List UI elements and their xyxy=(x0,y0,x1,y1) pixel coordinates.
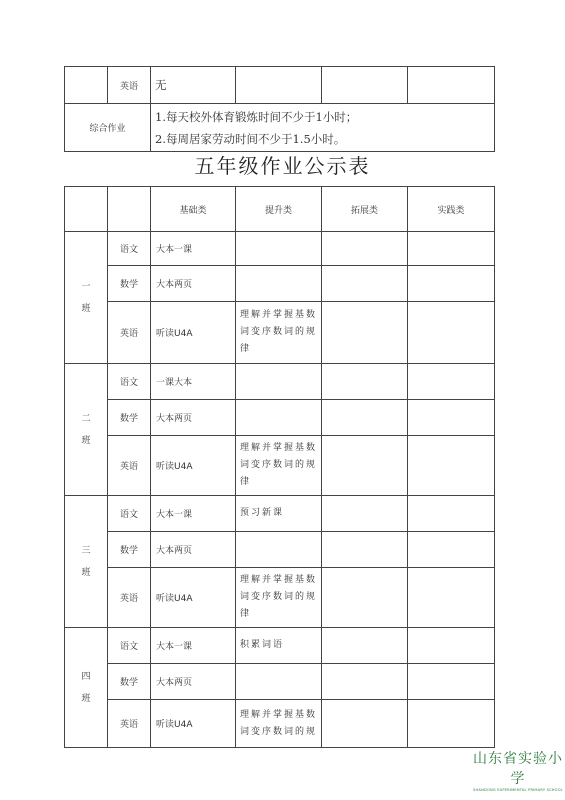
class-name: 三 班 xyxy=(81,545,91,578)
advanced-homework-cell: 理解并掌握基数词变序数词的规律 xyxy=(236,568,322,628)
practice-homework-cell xyxy=(408,532,495,568)
subject-cell: 语文 xyxy=(108,628,151,664)
table-row xyxy=(65,700,495,748)
advanced-homework-cell xyxy=(236,400,322,436)
table-row xyxy=(65,302,495,364)
extended-homework-cell xyxy=(322,700,408,748)
class-name: 四 班 xyxy=(81,671,91,704)
table-row xyxy=(65,568,495,628)
subject-cell: 数学 xyxy=(108,400,151,436)
subject-cell: 语文 xyxy=(108,232,151,266)
empty-cell xyxy=(65,67,108,104)
school-logo-english: SHANDONG EXPERIMENTAL PRIMARY SCHOOL xyxy=(473,788,563,792)
subject-cell: 英语 xyxy=(108,436,151,496)
practice-homework-cell xyxy=(408,436,495,496)
basic-homework-cell: 听读U4A xyxy=(151,436,236,496)
school-logo-name: 山东省实验小学 xyxy=(473,751,563,787)
table-body xyxy=(65,187,495,748)
advanced-homework-cell: 预习新课 xyxy=(236,496,322,532)
column-header: 拓展类 xyxy=(322,187,408,232)
subject-cell: 英语 xyxy=(108,302,151,364)
extended-homework-cell xyxy=(322,628,408,664)
empty-cell xyxy=(408,67,495,104)
advanced-homework-cell xyxy=(236,364,322,400)
subject-cell: 语文 xyxy=(108,364,151,400)
practice-homework-cell xyxy=(408,302,495,364)
general-homework-label: 综合作业 xyxy=(65,104,151,152)
basic-homework-cell: 大本两页 xyxy=(151,266,236,302)
class-name-cell xyxy=(65,232,108,364)
empty-header-cell xyxy=(108,187,151,232)
english-homework-value: 无 xyxy=(151,67,236,104)
basic-homework-cell: 大本两页 xyxy=(151,532,236,568)
advanced-homework-cell: 理解并掌握基数词变序数词的规律 xyxy=(236,302,322,364)
extended-homework-cell xyxy=(322,496,408,532)
basic-homework-cell: 大本两页 xyxy=(151,400,236,436)
class-name-cell xyxy=(65,364,108,496)
page-title: 五年级作业公示表 xyxy=(194,154,371,178)
practice-homework-cell xyxy=(408,266,495,302)
subject-cell: 英语 xyxy=(108,568,151,628)
extended-homework-cell xyxy=(322,364,408,400)
extended-homework-cell xyxy=(322,532,408,568)
table-row xyxy=(65,436,495,496)
empty-cell xyxy=(322,67,408,104)
subject-cell: 数学 xyxy=(108,664,151,700)
general-homework-content xyxy=(151,104,495,152)
subject-cell: 数学 xyxy=(108,266,151,302)
basic-homework-cell: 大本一课 xyxy=(151,232,236,266)
extended-homework-cell xyxy=(322,302,408,364)
basic-homework-cell: 大本两页 xyxy=(151,664,236,700)
basic-homework-cell: 听读U4A xyxy=(151,302,236,364)
practice-homework-cell xyxy=(408,400,495,436)
table-row xyxy=(65,400,495,436)
table-row xyxy=(65,232,495,266)
top-homework-table xyxy=(64,66,495,152)
basic-homework-cell: 一课大本 xyxy=(151,364,236,400)
practice-homework-cell xyxy=(408,628,495,664)
extended-homework-cell xyxy=(322,436,408,496)
practice-homework-cell xyxy=(408,364,495,400)
practice-homework-cell xyxy=(408,664,495,700)
general-homework-line: 1.每天校外体育锻炼时间不少于1小时； xyxy=(155,109,358,124)
grade5-homework-table xyxy=(64,186,495,748)
school-logo xyxy=(472,748,564,792)
class-name-cell xyxy=(65,496,108,628)
practice-homework-cell xyxy=(408,568,495,628)
basic-homework-cell: 大本一课 xyxy=(151,628,236,664)
empty-cell xyxy=(236,67,322,104)
subject-label: 英语 xyxy=(108,67,151,104)
advanced-homework-cell: 积累词语 xyxy=(236,628,322,664)
practice-homework-cell xyxy=(408,700,495,748)
advanced-homework-cell xyxy=(236,266,322,302)
english-row xyxy=(65,67,495,104)
column-header: 实践类 xyxy=(408,187,495,232)
header-row xyxy=(65,187,495,232)
advanced-homework-cell: 理解并掌握基数词变序数词的规律 xyxy=(236,436,322,496)
empty-header-cell xyxy=(65,187,108,232)
column-header: 提升类 xyxy=(236,187,322,232)
general-homework-row xyxy=(65,104,495,152)
advanced-homework-cell xyxy=(236,232,322,266)
subject-cell: 语文 xyxy=(108,496,151,532)
table-row xyxy=(65,664,495,700)
table-row xyxy=(65,364,495,400)
table-row xyxy=(65,628,495,664)
advanced-homework-cell: 理解并掌握基数词变序数词的规 xyxy=(236,700,322,748)
general-homework-line: 2.每周居家劳动时间不少于1.5小时。 xyxy=(155,131,346,146)
advanced-homework-cell xyxy=(236,532,322,568)
advanced-homework-cell xyxy=(236,664,322,700)
extended-homework-cell xyxy=(322,400,408,436)
basic-homework-cell: 大本一课 xyxy=(151,496,236,532)
column-header: 基础类 xyxy=(151,187,236,232)
basic-homework-cell: 听读U4A xyxy=(151,568,236,628)
subject-cell: 英语 xyxy=(108,700,151,748)
table-row xyxy=(65,532,495,568)
table-row xyxy=(65,496,495,532)
practice-homework-cell xyxy=(408,232,495,266)
basic-homework-cell: 听读U4A xyxy=(151,700,236,748)
class-name-cell xyxy=(65,628,108,748)
extended-homework-cell xyxy=(322,664,408,700)
class-name: 二 班 xyxy=(81,413,91,446)
extended-homework-cell xyxy=(322,232,408,266)
subject-cell: 数学 xyxy=(108,532,151,568)
practice-homework-cell xyxy=(408,496,495,532)
extended-homework-cell xyxy=(322,266,408,302)
extended-homework-cell xyxy=(322,568,408,628)
table-row xyxy=(65,266,495,302)
class-name: 一 班 xyxy=(81,281,91,314)
